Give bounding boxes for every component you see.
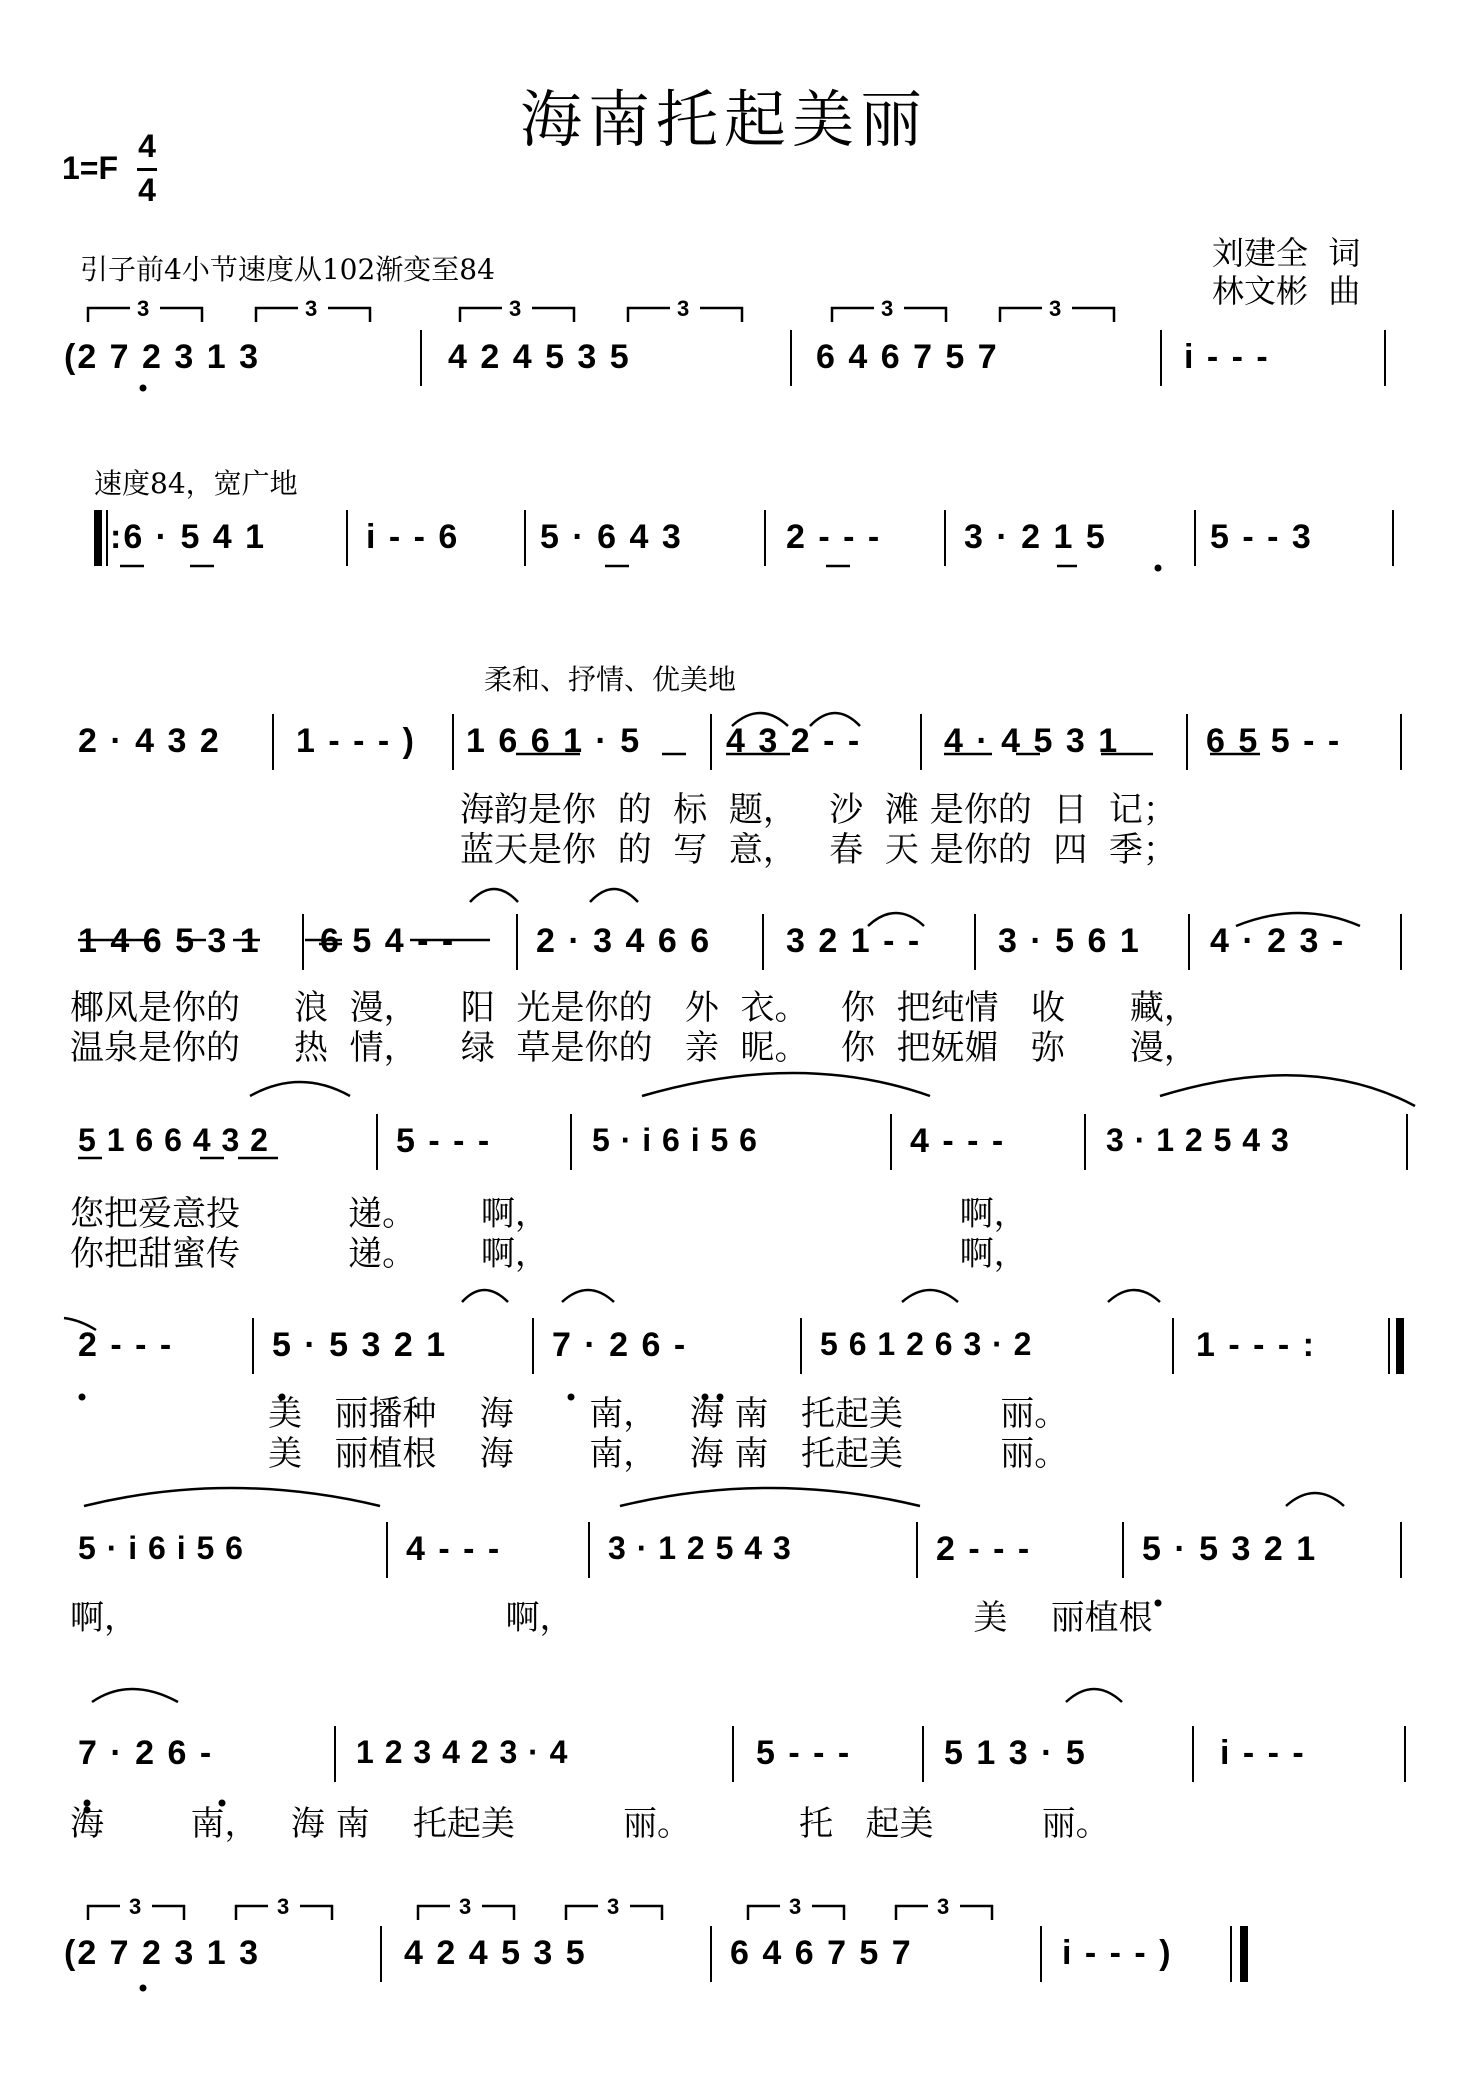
measure-s4-1: 1 4 6 5 3 1 (78, 922, 261, 960)
gentle-direction: 柔和、抒情、优美地 (484, 663, 737, 696)
barline (1160, 330, 1162, 386)
measure-s7-3: 3 · 1 2 5 4 3 (608, 1530, 792, 1566)
barline (524, 510, 526, 566)
barline (790, 330, 792, 386)
measure-s5-1: 5 1 6 6 4 3 2 (78, 1122, 269, 1158)
barline (516, 914, 518, 970)
measure-s8-2: 1 2 3 4 2 3 · 4 (356, 1734, 569, 1770)
barline (710, 714, 712, 770)
intro-tempo-direction: 引子前4小节速度从102渐变至84 (80, 253, 495, 286)
svg-text:3: 3 (305, 296, 318, 321)
measure-s6-5: 1 - - - : (1196, 1326, 1316, 1364)
measure-s2-1: :6 · 5 4 1 (110, 518, 267, 556)
svg-text:3: 3 (937, 1894, 950, 1919)
measure-s4-2: 6 5 4 - - (320, 922, 456, 960)
barline (386, 1522, 388, 1578)
barline (1188, 914, 1190, 970)
barline (1384, 330, 1386, 386)
barline (762, 914, 764, 970)
triplet-brackets-s9 (88, 1906, 992, 1920)
measure-s4-3: 2 · 3 4 6 6 (536, 922, 712, 960)
measure-s9-4: i - - - ) (1062, 1934, 1173, 1972)
lyrics-s7: 啊， 啊， 美 丽植根 (70, 1598, 1153, 1638)
measure-s2-3: 5 · 6 4 3 (540, 518, 683, 556)
measure-s3-6: 6 5 5 - - (1206, 722, 1342, 760)
lyrics-s8: 海 南， 海 南 托起美 丽。 托 起美 丽。 (70, 1804, 1110, 1844)
measure-s3-2: 1 - - - ) (296, 722, 416, 760)
svg-text:3: 3 (789, 1894, 802, 1919)
time-signature-top: 4 (138, 128, 156, 164)
measure-s1-2: 4 2 4 5 3 5 (448, 338, 631, 376)
barline (1404, 1726, 1406, 1782)
measure-s4-5: 3 · 5 6 1 (998, 922, 1141, 960)
barline (922, 1726, 924, 1782)
barline (272, 714, 274, 770)
lyrics-s4-verse1: 椰风是你的 浪 漫， 阳 光是你的 外 衣。 你 把纯情 收 藏， (70, 988, 1198, 1028)
barline (920, 714, 922, 770)
repeat-end-bar (1396, 1318, 1404, 1374)
barline (916, 1522, 918, 1578)
svg-text:3: 3 (129, 1894, 142, 1919)
measure-s1-4: i - - - (1184, 338, 1270, 376)
lyrics-s6-verse1: 美 丽播种 海 南， 海 南 托起美 丽。 (268, 1394, 1069, 1434)
final-barline-thin (1230, 1926, 1232, 1982)
barline (1400, 914, 1402, 970)
measure-s6-1: 2 - - - (78, 1326, 174, 1364)
lyricist-credit: 刘建全 词 (1212, 234, 1361, 272)
barline (732, 1726, 734, 1782)
svg-text:3: 3 (1049, 296, 1062, 321)
barline (1406, 1114, 1408, 1170)
svg-text:3: 3 (881, 296, 894, 321)
triplet-brackets-s1 (88, 308, 1114, 322)
barline (710, 1926, 712, 1982)
measure-s2-6: 5 - - 3 (1210, 518, 1313, 556)
measure-s4-4: 3 2 1 - - (786, 922, 922, 960)
lyrics-s3-verse1: 海韵是你 的 标 题， 沙 滩 是你的 日 记； (460, 790, 1177, 830)
song-title: 海南托起美丽 (520, 83, 929, 156)
barline (588, 1522, 590, 1578)
barline (1192, 1726, 1194, 1782)
measure-s6-3: 7 · 2 6 - (552, 1326, 688, 1364)
measure-s1-1: (2 7 2 3 1 3 (64, 338, 261, 376)
barline (532, 1318, 534, 1374)
measure-s8-4: 5 1 3 · 5 (944, 1734, 1087, 1772)
measure-s3-3: 1 6 6 1 · 5 (466, 722, 642, 760)
svg-text:3: 3 (277, 1894, 290, 1919)
barline (974, 914, 976, 970)
barline (302, 914, 304, 970)
barline (420, 330, 422, 386)
measure-s3-4: 4 3 2 - - (726, 722, 862, 760)
measure-s6-4: 5 6 1 2 6 3 · 2 (820, 1326, 1033, 1362)
measure-s5-4: 4 - - - (910, 1122, 1006, 1160)
measure-s2-2: i - - 6 (366, 518, 460, 556)
measure-s5-5: 3 · 1 2 5 4 3 (1106, 1122, 1290, 1158)
measure-s8-3: 5 - - - (756, 1734, 852, 1772)
measure-s3-5: 4 · 4 5 3 1 (944, 722, 1120, 760)
barline (1388, 1318, 1390, 1374)
measure-s6-2: 5 · 5 3 2 1 (272, 1326, 448, 1364)
barline (1194, 510, 1196, 566)
measure-s7-1: 5 · i 6 i 5 6 (78, 1530, 244, 1566)
barline (1392, 510, 1394, 566)
measure-s2-4: 2 - - - (786, 518, 882, 556)
barline (380, 1926, 382, 1982)
barline (252, 1318, 254, 1374)
barline (376, 1114, 378, 1170)
lyrics-s4-verse2: 温泉是你的 热 情， 绿 草是你的 亲 昵。 你 把妩媚 弥 漫， (70, 1028, 1198, 1068)
barline (452, 714, 454, 770)
barline (890, 1114, 892, 1170)
barline (346, 510, 348, 566)
measure-s5-2: 5 - - - (396, 1122, 492, 1160)
barline (1400, 1522, 1402, 1578)
time-signature-bottom: 4 (138, 172, 156, 208)
lyrics-s5-verse2: 你把甜蜜传 递。 啊， 啊， (70, 1234, 1028, 1274)
measure-s7-5: 5 · 5 3 2 1 (1142, 1530, 1318, 1568)
measure-s3-1: 2 · 4 3 2 (78, 722, 221, 760)
tempo-84-direction: 速度84，宽广地 (94, 467, 298, 500)
measure-s9-1: (2 7 2 3 1 3 (64, 1934, 261, 1972)
barline (1122, 1522, 1124, 1578)
svg-text:3: 3 (677, 296, 690, 321)
lyrics-s5-verse1: 您把爱意投 递。 啊， 啊， (70, 1194, 1028, 1234)
barline (334, 1726, 336, 1782)
measure-s8-1: 7 · 2 6 - (78, 1734, 214, 1772)
barline (1084, 1114, 1086, 1170)
svg-text:3: 3 (509, 296, 522, 321)
barline (1400, 714, 1402, 770)
svg-text:3: 3 (607, 1894, 620, 1919)
svg-text:3: 3 (137, 296, 150, 321)
svg-text:3: 3 (459, 1894, 472, 1919)
measure-s1-3: 6 4 6 7 5 7 (816, 338, 999, 376)
barline (570, 1114, 572, 1170)
measure-s8-5: i - - - (1220, 1734, 1306, 1772)
lyrics-s3-verse2: 蓝天是你 的 写 意， 春 天 是你的 四 季； (460, 830, 1177, 870)
lyrics-s6-verse2: 美 丽植根 海 南， 海 南 托起美 丽。 (268, 1434, 1069, 1474)
key-signature: 1=F (62, 150, 119, 186)
measure-s5-3: 5 · i 6 i 5 6 (592, 1122, 758, 1158)
composer-credit: 林文彬 曲 (1212, 272, 1361, 310)
barline (1186, 714, 1188, 770)
measure-s7-4: 2 - - - (936, 1530, 1032, 1568)
measure-s9-2: 4 2 4 5 3 5 (404, 1934, 587, 1972)
barline (1172, 1318, 1174, 1374)
barline (1040, 1926, 1042, 1982)
measure-s2-5: 3 · 2 1 5 (964, 518, 1107, 556)
measure-s7-2: 4 - - - (406, 1530, 502, 1568)
repeat-start-bar (94, 510, 102, 566)
barline (106, 510, 108, 566)
measure-s4-6: 4 · 2 3 - (1210, 922, 1346, 960)
barline (800, 1318, 802, 1374)
barline (944, 510, 946, 566)
final-barline-thick (1240, 1926, 1248, 1982)
barline (764, 510, 766, 566)
measure-s9-3: 6 4 6 7 5 7 (730, 1934, 913, 1972)
